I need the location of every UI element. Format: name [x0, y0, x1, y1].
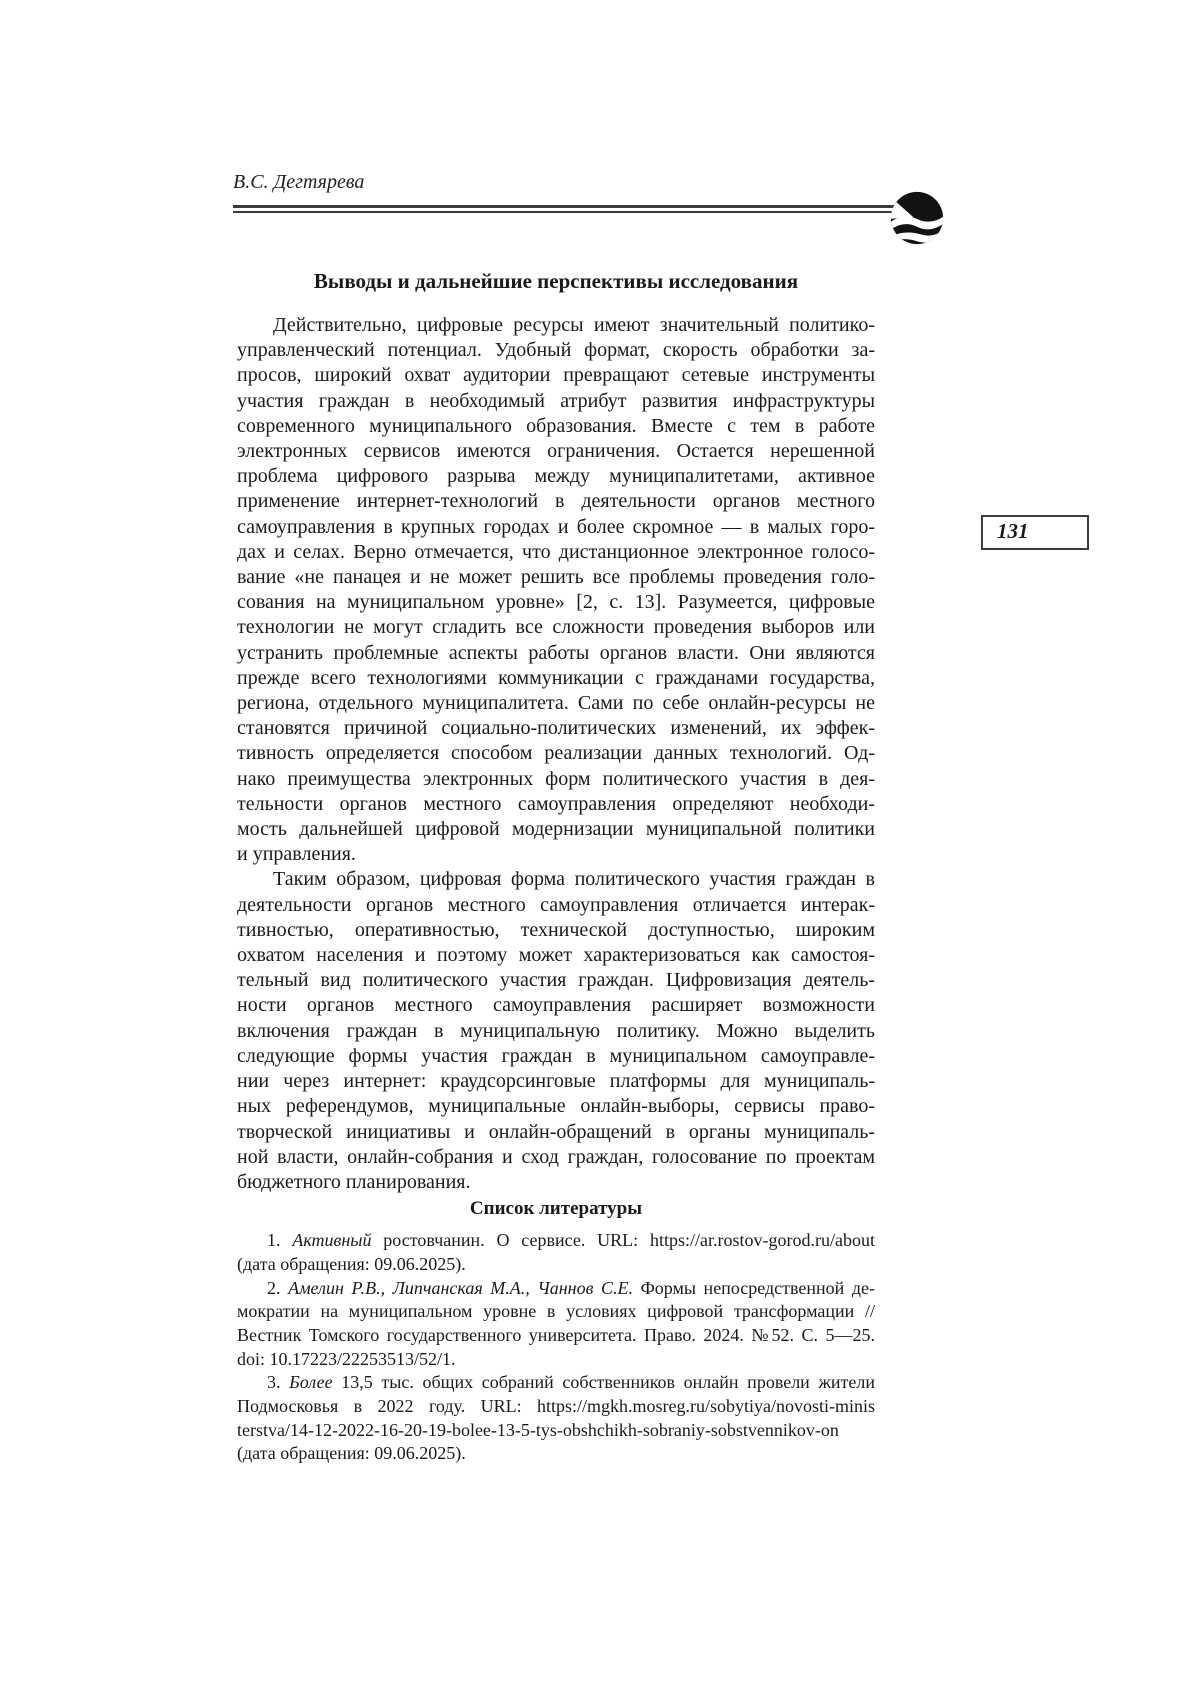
text-line: ности органов местного самоуправления расширяет возможности [237, 994, 875, 1017]
text-line: мость дальнейшей цифровой модернизации муниципальной политики [237, 818, 875, 841]
reference-text: 13,5 тыс. общих собраний собственников онлайн провели жители [332, 1372, 875, 1393]
text-line: становятся причиной социально-политических изменений, их эффек- [237, 717, 875, 740]
text-line: и управления. [237, 843, 356, 866]
reference-text: terstva/14-12-2022-16-20-19-bolee-13-5-tys-obshchikh-sobraniy-sobstvennikov-on [237, 1419, 839, 1440]
reference-line [237, 1395, 875, 1419]
reference-text: Вестник Томского государственного университета. Право. 2024. №52. С. 5—25. [237, 1324, 875, 1345]
reference-line [237, 1371, 875, 1395]
header-double-rule [233, 205, 897, 213]
reference-text: Подмосковья в 2022 году. URL: https://mgkh.mosreg.ru/sobytiya/novosti-minis [237, 1396, 875, 1417]
reference-line [237, 1442, 875, 1466]
reference-text: (дата обращения: 09.06.2025). [237, 1253, 466, 1274]
text-line: охватом населения и поэтому может характеризоваться как самостоя- [237, 944, 875, 967]
page-number-box [981, 515, 1089, 550]
text-line: тивностью, оперативностью, технической доступностью, широким [237, 918, 875, 941]
text-line: просов, широкий охват аудитории превращают сетевые инструменты [237, 364, 875, 387]
text-line: электронных сервисов имеются ограничения. Остается нерешенной [237, 440, 875, 463]
reference-line [237, 1277, 875, 1301]
reference-italic-text: Амелин Р.В., Липчанская М.А., Чаннов С.Е. [288, 1277, 633, 1298]
reference-item-1 [237, 1229, 875, 1276]
text-line: прежде всего технологиями коммуникации с гражданами государства, [237, 666, 875, 689]
text-line: ной власти, онлайн-собрания и сход граждан, голосование по проектам [237, 1145, 875, 1168]
text-line: нако преимущества электронных форм политического участия в дея- [237, 767, 875, 790]
reference-text: ростовчанин. О сервисе. URL: https://ar.rostov-gorod.ru/about [371, 1230, 875, 1251]
text-line: Таким образом, цифровая форма политического участия граждан в [273, 868, 875, 891]
text-line: следующие формы участия граждан в муниципальном самоуправле- [237, 1044, 875, 1067]
journal-logo-icon [888, 189, 946, 247]
text-line: современного муниципального образования. Вместе с тем в работе [237, 414, 875, 437]
body-paragraph-1 [237, 313, 875, 867]
running-head-author: В.С. Дегтярева [233, 171, 365, 193]
reference-line [237, 1348, 875, 1372]
page-number: 131 [997, 519, 1029, 543]
text-line: тельный вид политического участия граждан. Цифровизация деятель- [237, 969, 875, 992]
reference-text: doi: 10.17223/22253513/52/1. [237, 1348, 456, 1369]
text-line: нии через интернет: краудсорсинговые платформы для муниципаль- [237, 1070, 875, 1093]
text-line: дах и селах. Верно отмечается, что дистанционное электронное голосо- [237, 540, 875, 563]
reference-text: 1. [267, 1230, 293, 1251]
body-paragraph-2 [237, 867, 875, 1195]
text-line: бюджетного планирования. [237, 1170, 471, 1193]
reference-line [237, 1419, 875, 1443]
text-line: Действительно, цифровые ресурсы имеют значительный политико- [273, 314, 875, 336]
references-heading: Список литературы [469, 1198, 643, 1220]
reference-text: 2. [267, 1277, 289, 1298]
text-line: творческой инициативы и онлайн-обращений в органы муниципаль- [237, 1120, 875, 1143]
reference-line [237, 1229, 875, 1253]
text-line: вание «не панацея и не может решить все проблемы проведения голо- [237, 566, 875, 589]
text-line: участия граждан в необходимый атрибут развития инфраструктуры [237, 389, 875, 412]
text-line: включения граждан в муниципальную политику. Можно выделить [237, 1019, 875, 1042]
reference-text: мократии на муниципальном уровне в условиях цифровой трансформации // [237, 1301, 875, 1322]
text-line: устранить проблемные аспекты работы органов власти. Они являются [237, 641, 875, 664]
text-line: сования на муниципальном уровне» [2, с. 13]. Разумеется, цифровые [237, 591, 875, 614]
text-line: тельности органов местного самоуправления определяют необходи- [237, 792, 875, 815]
text-line: управленческий потенциал. Удобный формат, скорость обработки за- [237, 339, 875, 362]
reference-item-2 [237, 1277, 875, 1372]
text-line: применение интернет-технологий в деятельности органов местного [237, 490, 875, 513]
text-line: проблема цифрового разрыва между муниципалитетами, активное [237, 465, 875, 488]
text-line: ных референдумов, муниципальные онлайн-выборы, сервисы право- [237, 1095, 875, 1118]
reference-line [237, 1324, 875, 1348]
section-heading-conclusions: Выводы и дальнейшие перспективы исследования [313, 269, 799, 293]
reference-line [237, 1253, 875, 1277]
reference-text: Формы непосредственной де- [633, 1277, 876, 1298]
reference-text: (дата обращения: 09.06.2025). [237, 1443, 466, 1464]
text-line: технологии не могут сгладить все сложности проведения выборов или [237, 616, 875, 639]
reference-italic-text: Более [289, 1372, 333, 1393]
reference-text: 3. [267, 1372, 290, 1393]
text-column [237, 268, 875, 1466]
text-line: тивность определяется способом реализации данных технологий. Од- [237, 742, 875, 765]
reference-item-3 [237, 1371, 875, 1466]
reference-line [237, 1300, 875, 1324]
text-line: региона, отдельного муниципалитета. Сами по себе онлайн-ресурсы не [237, 692, 875, 715]
text-line: деятельности органов местного самоуправления отличается интерак- [237, 893, 875, 916]
reference-italic-text: Активный [292, 1230, 372, 1251]
text-line: самоуправления в крупных городах и более скромное — в малых горо- [237, 515, 875, 538]
